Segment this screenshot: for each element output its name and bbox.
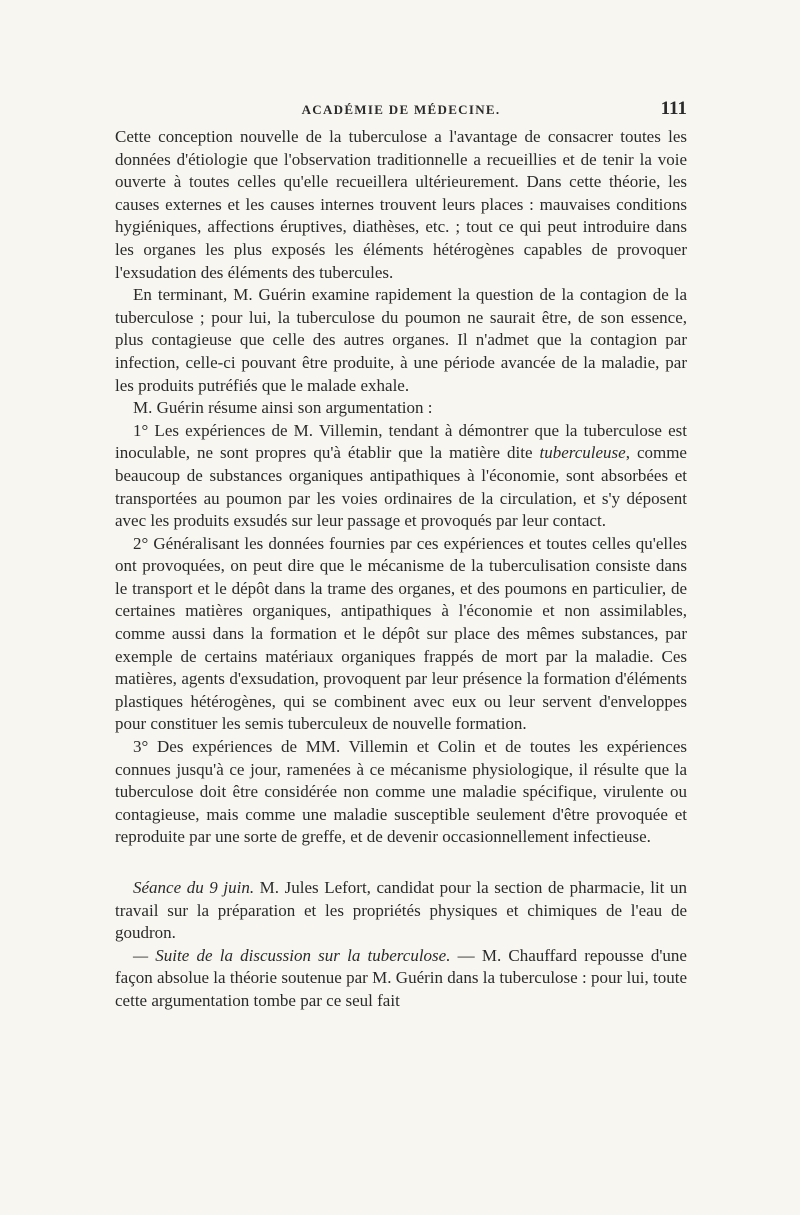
point-1-text-b: , comme beaucoup de substances organiques antipathiques à l'économie, sont absorbées et transportées au poumon par les voies ordinaires de la circulation, et s'y déposent avec les produits exsudés sur leur passage et provoqués par leur contact. bbox=[115, 443, 687, 531]
paragraph-point-1 bbox=[115, 420, 687, 533]
discussion-text: — M. Chauffard repousse d'une façon absolue la théorie soutenue par M. Guérin dans la tuberculose : pour lui, toute cette argumentation tombe par ce seul fait bbox=[115, 945, 687, 1010]
paragraph-concept: Cette conception nouvelle de la tuberculose a l'avantage de consacrer toutes les données d'étiologie que l'observation traditionnelle a recueillies et de tenir la voie ouverte à toutes celles qu'elle recueillera ultérieurement. Dans cette théorie, les causes externes et les causes internes trouvent leurs places : mauvaises conditions hygiéniques, affections éruptives, diathèses, etc. ; tout ce qui peut introduire dans les organes les plus exposés les éléments hétérogènes capables de provoquer l'exsudation des éléments des tubercules. bbox=[115, 127, 687, 282]
paragraph-point-2: 2° Généralisant les données fournies par ces expériences et toutes celles qu'elles ont provoquées, on peut dire que le mécanisme de la tuberculisation consiste dans le transport et le dépôt dans la trame des organes, et des poumons en particulier, de certaines matières organiques, antipathiques à l'économie et non assimilables, comme aussi dans la formation et le dépôt sur place des mêmes substances, par exemple de certains matériaux organiques frappés de mort par la maladie. Ces matières, agents d'exsudation, provoquent par leur présence la formation d'éléments plastiques hétérogènes, qui se combinent avec eux ou leur servent d'enveloppes pour constituer les semis tuberculeux de nouvelle formation. bbox=[115, 533, 687, 734]
body-text bbox=[115, 126, 687, 1013]
paragraph-contagion: En terminant, M. Guérin examine rapidement la question de la contagion de la tuberculose ; pour lui, la tuberculose du poumon ne saurait être, de son essence, plus contagieuse que celle des autres organes. Il n'admet que la contagion par infection, celle-ci pouvant être produite, à une période avancée de la maladie, par les produits putréfiés que le malade exhale. bbox=[115, 285, 687, 395]
paragraph-discussion bbox=[115, 945, 687, 1013]
paragraph-summary-intro: M. Guérin résume ainsi son argumentation : bbox=[133, 398, 433, 418]
seance-date: Séance du 9 juin. bbox=[133, 878, 255, 897]
running-head: ACADÉMIE DE MÉDECINE. bbox=[301, 102, 501, 117]
point-1-italic: tuberculeuse bbox=[539, 443, 626, 463]
section-gap bbox=[115, 849, 687, 877]
discussion-heading: — Suite de la discussion sur la tuberculose. bbox=[133, 945, 451, 965]
point-1-text-a: 1° Les expériences de M. Villemin, tendant à démontrer que la tuberculose est inoculable, ne sont propres qu'à établir que la matière dite bbox=[115, 420, 687, 463]
paragraph-seance bbox=[115, 877, 687, 945]
seance-text: M. Jules Lefort, candidat pour la section de pharmacie, lit un travail sur la préparation et les propriétés physiques et chimiques de l'eau de goudron. bbox=[115, 878, 687, 943]
page-number: 111 bbox=[660, 98, 687, 119]
page-header bbox=[115, 98, 687, 122]
paragraph-point-3: 3° Des expériences de MM. Villemin et Colin et de toutes les expériences connues jusqu'à ce jour, ramenées à ce mécanisme physiologique, il résulte que la tuberculose doit être considérée non comme une maladie spécifique, virulente ou contagieuse, mais comme une maladie susceptible seulement d'être provoquée et reproduite par une sorte de greffe, et de devenir occasionnellement infectieuse. bbox=[115, 737, 687, 847]
